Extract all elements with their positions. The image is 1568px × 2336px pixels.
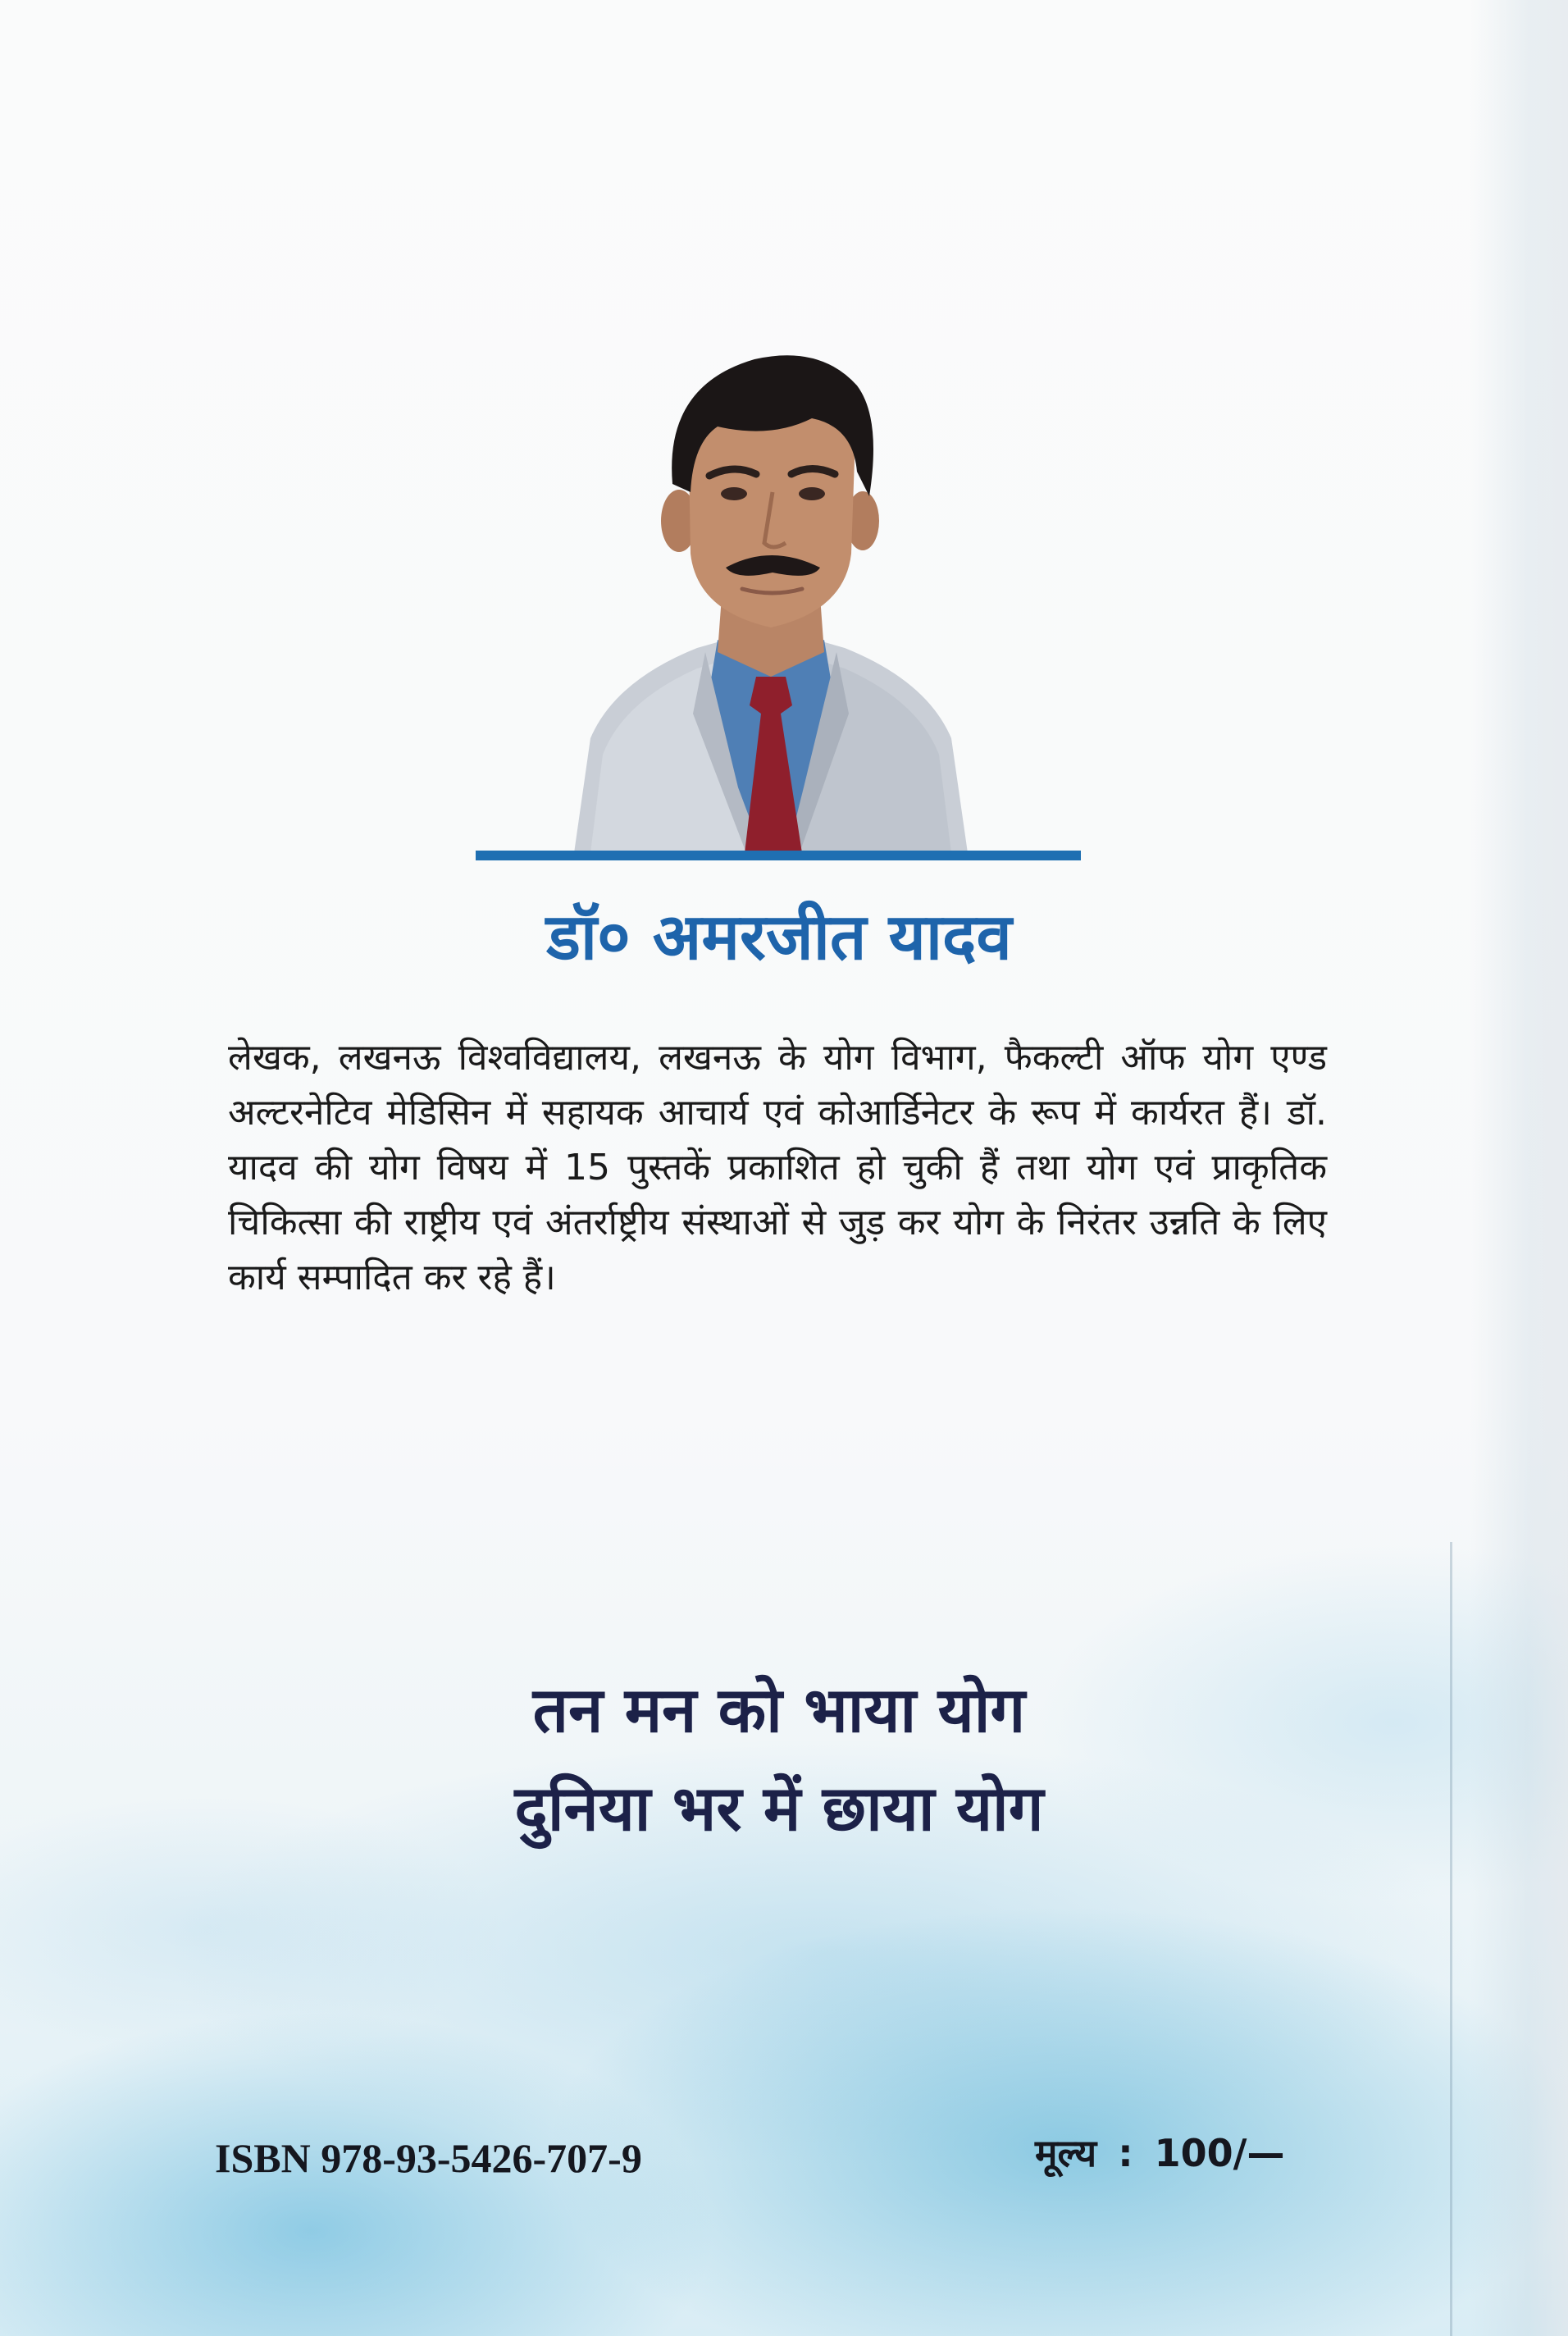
tagline-line-1: तन मन को भाया योग <box>532 1673 1026 1746</box>
spine-fold-line <box>1450 1542 1452 2336</box>
author-name: डॉ० अमरजीत यादव <box>546 900 1012 974</box>
price <box>1035 2124 1284 2182</box>
spine-edge-shading <box>1470 0 1568 2336</box>
price-separator: : <box>1118 2131 1133 2175</box>
tagline-line-2: दुनिया भर में छाया योग <box>514 1772 1044 1845</box>
price-value: 100/— <box>1154 2131 1285 2175</box>
author-bio: लेखक, लखनऊ विश्वविद्यालय, लखनऊ के योग विभाग, फैकल्टी ऑफ योग एण्ड अल्टरनेटिव मेडिसिन में सहायक आचार्य एवं कोआर्डिनेटर के रूप में कार्यरत हैं। डॉ. यादव की योग विषय में 15 पुस्तकें प्रकाशित हो चुकी हैं तथा योग एवं प्राकृतिक चिकित्सा की राष्ट्रीय एवं अंतर्राष्ट्रीय संस्थाओं से जुड़ कर योग के निरंतर उन्नति के लिए कार्य सम्पादित कर रहे हैं। <box>228 1037 1327 1298</box>
price-label: मूल्य <box>1035 2131 1097 2175</box>
divider-rule <box>476 851 1081 860</box>
isbn-label: ISBN 978-93-5426-707-9 <box>215 2135 642 2181</box>
author-photo <box>541 328 1001 853</box>
